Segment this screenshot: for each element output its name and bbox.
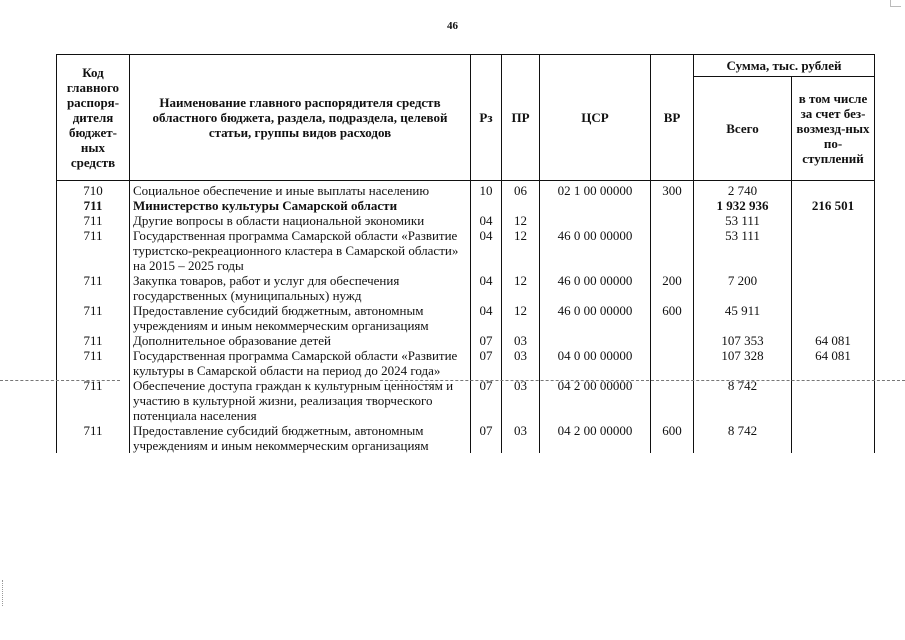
- row-gratuitous: [792, 378, 875, 423]
- row-pr: 06: [502, 181, 540, 199]
- row-code: 711: [57, 378, 130, 423]
- row-name: Министерство культуры Самарской области: [130, 198, 471, 213]
- row-vr: 300: [651, 181, 694, 199]
- row-name: Другие вопросы в области национальной экономики: [130, 213, 471, 228]
- row-rz: 07: [471, 423, 502, 453]
- header-code: Код главного распоря-дителя бюджет-ных средств: [57, 55, 130, 181]
- row-csr: 04 2 00 00000: [540, 378, 651, 423]
- row-name: Государственная программа Самарской области «Развитие культуры в Самарской области на период до 2024 года»: [130, 348, 471, 378]
- row-rz: 04: [471, 228, 502, 273]
- row-vr: 600: [651, 303, 694, 333]
- table-row: [57, 303, 875, 333]
- row-csr: [540, 213, 651, 228]
- row-rz: 04: [471, 273, 502, 303]
- header-sum-group: Сумма, тыс. рублей: [694, 55, 875, 77]
- budget-table: [56, 54, 875, 453]
- table-row: [57, 348, 875, 378]
- header-gratuitous: в том числе за счет без-возмезд-ных по-ступлений: [792, 77, 875, 181]
- row-total: 53 111: [694, 213, 792, 228]
- row-code: 711: [57, 303, 130, 333]
- page-number: 46: [447, 20, 458, 32]
- row-name: Предоставление субсидий бюджетным, автономным учреждениям и иным некоммерческим организациям: [130, 303, 471, 333]
- row-name: Обеспечение доступа граждан к культурным ценностям и участию в культурной жизни, реализация творческого потенциала населения: [130, 378, 471, 423]
- row-vr: [651, 348, 694, 378]
- table-body: [57, 181, 875, 454]
- row-rz: 07: [471, 333, 502, 348]
- row-csr: 46 0 00 00000: [540, 273, 651, 303]
- row-csr: 04 0 00 00000: [540, 348, 651, 378]
- table-row: [57, 378, 875, 423]
- row-rz: 07: [471, 378, 502, 423]
- row-pr: 12: [502, 273, 540, 303]
- row-total: 53 111: [694, 228, 792, 273]
- row-gratuitous: [792, 181, 875, 199]
- row-gratuitous: [792, 273, 875, 303]
- table-row: [57, 228, 875, 273]
- row-code: 711: [57, 273, 130, 303]
- row-total: 8 742: [694, 378, 792, 423]
- header-rz: Рз: [471, 55, 502, 181]
- header-csr: ЦСР: [540, 55, 651, 181]
- row-total: 1 932 936: [694, 198, 792, 213]
- row-gratuitous: [792, 213, 875, 228]
- row-gratuitous: [792, 423, 875, 453]
- row-rz: 07: [471, 348, 502, 378]
- row-rz: 04: [471, 213, 502, 228]
- row-pr: 12: [502, 213, 540, 228]
- row-vr: [651, 228, 694, 273]
- row-total: 107 328: [694, 348, 792, 378]
- row-pr: 03: [502, 423, 540, 453]
- row-code: 710: [57, 181, 130, 199]
- header-name: Наименование главного распорядителя средств областного бюджета, раздела, подраздела, целевой статьи, группы видов расходов: [130, 55, 471, 181]
- row-total: 7 200: [694, 273, 792, 303]
- row-gratuitous: 64 081: [792, 333, 875, 348]
- row-gratuitous: [792, 228, 875, 273]
- row-pr: 03: [502, 333, 540, 348]
- row-csr: [540, 198, 651, 213]
- row-rz: 04: [471, 303, 502, 333]
- row-code: 711: [57, 423, 130, 453]
- scan-corner-mark: [890, 0, 901, 7]
- table-row: [57, 333, 875, 348]
- row-vr: 600: [651, 423, 694, 453]
- table-row: [57, 181, 875, 199]
- row-rz: [471, 198, 502, 213]
- row-total: 2 740: [694, 181, 792, 199]
- row-pr: 12: [502, 303, 540, 333]
- row-csr: 04 2 00 00000: [540, 423, 651, 453]
- header-vr: ВР: [651, 55, 694, 181]
- row-total: 107 353: [694, 333, 792, 348]
- scan-artifact-line: [0, 380, 120, 381]
- row-csr: 46 0 00 00000: [540, 303, 651, 333]
- row-vr: 200: [651, 273, 694, 303]
- row-vr: [651, 213, 694, 228]
- row-code: 711: [57, 228, 130, 273]
- row-total: 8 742: [694, 423, 792, 453]
- header-pr: ПР: [502, 55, 540, 181]
- row-vr: [651, 378, 694, 423]
- row-name: Закупка товаров, работ и услуг для обеспечения государственных (муниципальных) нужд: [130, 273, 471, 303]
- table-row: [57, 198, 875, 213]
- row-csr: 46 0 00 00000: [540, 228, 651, 273]
- table-header: [57, 55, 875, 181]
- row-name: Государственная программа Самарской области «Развитие туристско-рекреационного кластера в Самарской области» на 2015 – 2025 годы: [130, 228, 471, 273]
- row-pr: [502, 198, 540, 213]
- row-code: 711: [57, 213, 130, 228]
- row-total: 45 911: [694, 303, 792, 333]
- table-row: [57, 423, 875, 453]
- row-csr: [540, 333, 651, 348]
- row-pr: 03: [502, 348, 540, 378]
- row-csr: 02 1 00 00000: [540, 181, 651, 199]
- row-name: Предоставление субсидий бюджетным, автономным учреждениям и иным некоммерческим организациям: [130, 423, 471, 453]
- row-gratuitous: [792, 303, 875, 333]
- row-vr: [651, 333, 694, 348]
- row-name: Дополнительное образование детей: [130, 333, 471, 348]
- row-pr: 03: [502, 378, 540, 423]
- scan-edge-mark: [2, 580, 5, 606]
- row-code: 711: [57, 348, 130, 378]
- header-total: Всего: [694, 77, 792, 181]
- row-pr: 12: [502, 228, 540, 273]
- row-gratuitous: 216 501: [792, 198, 875, 213]
- row-gratuitous: 64 081: [792, 348, 875, 378]
- row-vr: [651, 198, 694, 213]
- scan-artifact-line: [380, 380, 905, 381]
- row-name: Социальное обеспечение и иные выплаты населению: [130, 181, 471, 199]
- row-code: 711: [57, 333, 130, 348]
- row-code: 711: [57, 198, 130, 213]
- table-row: [57, 273, 875, 303]
- table-row: [57, 213, 875, 228]
- row-rz: 10: [471, 181, 502, 199]
